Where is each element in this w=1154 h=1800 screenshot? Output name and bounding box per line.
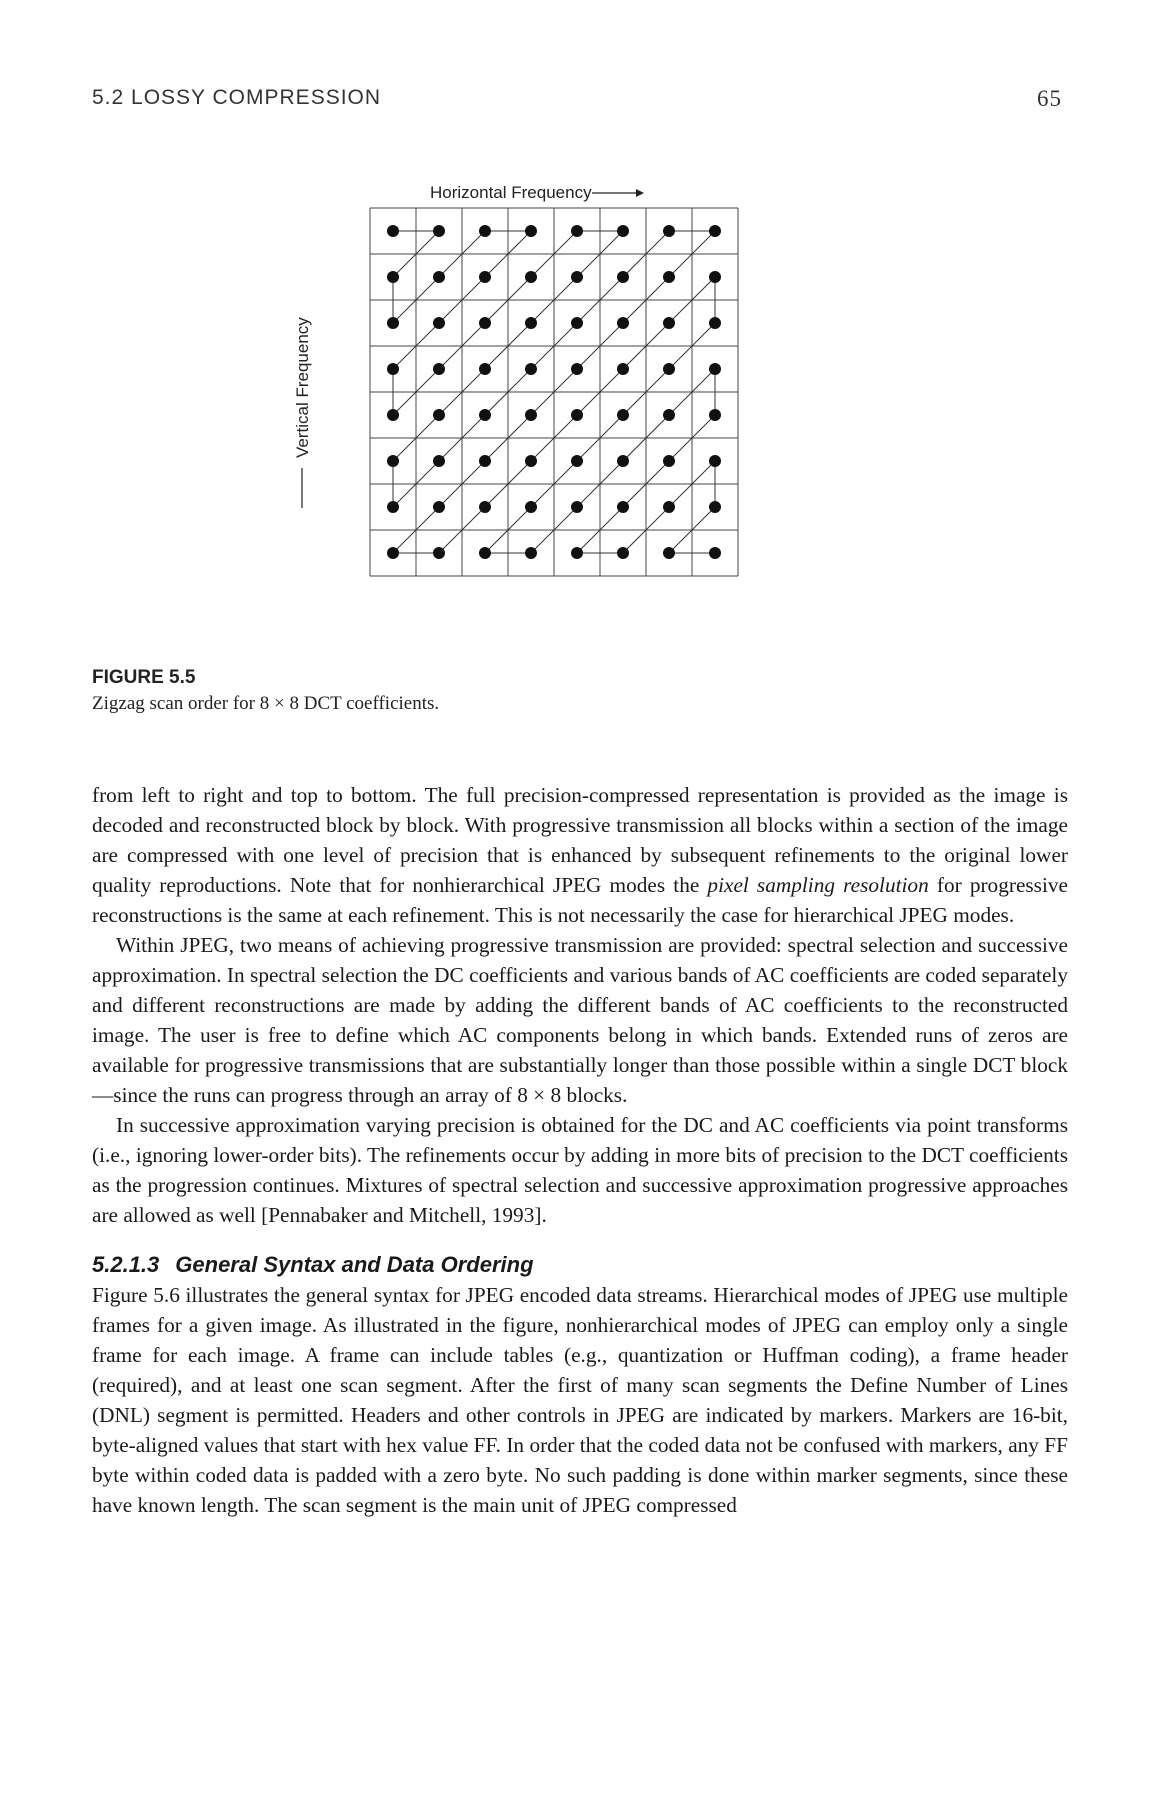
- coefficient-dot: [433, 363, 445, 375]
- coefficient-dot: [709, 317, 721, 329]
- coefficient-dot: [479, 225, 491, 237]
- coefficient-dot: [709, 363, 721, 375]
- zigzag-figure: [293, 178, 810, 648]
- coefficient-dot: [709, 501, 721, 513]
- subsection-number: 5.2.1.3: [92, 1252, 160, 1277]
- horizontal-frequency-label: Horizontal Frequency: [430, 183, 592, 202]
- coefficient-dot: [525, 409, 537, 421]
- coefficient-dot: [617, 501, 629, 513]
- paragraph-4: Figure 5.6 illustrates the general syntax for JPEG encoded data streams. Hierarchical modes of JPEG use multiple frames for a given image. As illustrated in the figure, nonhierarchical modes of JPEG can employ only a single frame for each image. A frame can include tables (e.g., quantization or Huffman coding), a frame header (required), and at least one scan segment. After the first of many scan segments the Define Number of Lines (DNL) segment is permitted. Headers and other controls in JPEG are indicated by markers. Markers are 16-bit, byte-aligned values that start with hex value FF. In order that the coded data not be confused with markers, any FF byte within coded data is padded with a zero byte. No such padding is done within marker segments, since these have known length. The scan segment is the main unit of JPEG compressed: [92, 1283, 1068, 1517]
- vertical-frequency-label: Vertical Frequency: [293, 317, 312, 458]
- coefficient-dot: [571, 317, 583, 329]
- coefficient-dot: [433, 547, 445, 559]
- coefficient-dot: [571, 409, 583, 421]
- coefficient-dot: [571, 501, 583, 513]
- coefficient-dot: [525, 225, 537, 237]
- coefficient-dot: [525, 317, 537, 329]
- paragraph-1: from left to right and top to bottom. The full precision-compressed representation is provided as the image is decoded and reconstructed block by block. With progressive transmission all blocks within a section of the image are compressed with one level of precision that is enhanced by subsequent refinements to the original lower quality reproductions. Note that for nonhierarchical JPEG modes the pixel sampling resolution for progressive reconstructions is the same at each refinement. This is not necessarily the case for hierarchical JPEG modes.: [92, 783, 1068, 927]
- coefficient-dot: [525, 271, 537, 283]
- coefficient-dot: [617, 363, 629, 375]
- coefficient-dot: [433, 317, 445, 329]
- coefficient-dot: [387, 363, 399, 375]
- running-head: [92, 86, 1062, 116]
- figure-caption: [92, 665, 1072, 717]
- body-text: [92, 780, 1068, 1520]
- coefficient-dot: [617, 271, 629, 283]
- coefficient-dot: [663, 271, 675, 283]
- coefficient-dot: [617, 455, 629, 467]
- coefficient-dot: [479, 317, 491, 329]
- subsection-title: General Syntax and Data Ordering: [175, 1252, 534, 1277]
- coefficient-dot: [387, 409, 399, 421]
- coefficient-dot: [525, 501, 537, 513]
- coefficient-dot: [663, 317, 675, 329]
- coefficient-dot: [387, 455, 399, 467]
- coefficient-dot: [663, 225, 675, 237]
- coefficient-dot: [617, 225, 629, 237]
- coefficient-dot: [433, 409, 445, 421]
- section-heading: 5.2 LOSSY COMPRESSION: [92, 86, 382, 109]
- coefficient-dot: [571, 225, 583, 237]
- coefficient-dot: [433, 455, 445, 467]
- coefficient-dot: [617, 409, 629, 421]
- coefficient-dot: [387, 225, 399, 237]
- italic-term: pixel sampling resolution: [707, 873, 929, 897]
- coefficient-dot: [479, 363, 491, 375]
- coefficient-dot: [663, 363, 675, 375]
- paragraph-3: In successive approximation varying precision is obtained for the DC and AC coefficients via point transforms (i.e., ignoring lower-order bits). The refinements occur by adding in more bits of precision to the DCT coefficients as the progression continues. Mixtures of spectral selection and successive approximation progressive approaches are allowed as well [Pennabaker and Mitchell, 1993].: [92, 1113, 1068, 1227]
- coefficient-dot: [617, 317, 629, 329]
- coefficient-dot: [709, 409, 721, 421]
- figure-label: FIGURE 5.5: [92, 667, 196, 688]
- coefficient-dot: [525, 547, 537, 559]
- coefficient-dot: [479, 501, 491, 513]
- coefficient-dot: [571, 455, 583, 467]
- coefficient-dot: [479, 409, 491, 421]
- coefficient-dot: [709, 455, 721, 467]
- paragraph-2: Within JPEG, two means of achieving progressive transmission are provided: spectral selection and successive approximation. In spectral selection the DC coefficients and various bands of AC coefficients are coded separately and different reconstructions are made by adding the different bands of AC coefficients to the reconstructed image. The user is free to define which AC components belong in which bands. Extended runs of zeros are available for progressive transmissions that are substantially longer than those possible within a single DCT block—since the runs can progress through an array of 8 × 8 blocks.: [92, 933, 1068, 1107]
- coefficient-dot: [479, 271, 491, 283]
- coefficient-dot: [709, 547, 721, 559]
- coefficient-dot: [617, 547, 629, 559]
- coefficient-dot: [571, 547, 583, 559]
- coefficient-dot: [571, 271, 583, 283]
- coefficient-dot: [525, 363, 537, 375]
- coefficient-dot: [663, 547, 675, 559]
- coefficient-dot: [571, 363, 583, 375]
- coefficient-dot: [709, 271, 721, 283]
- coefficient-dot: [433, 501, 445, 513]
- coefficient-dot: [387, 501, 399, 513]
- figure-caption-text: Zigzag scan order for 8 × 8 DCT coefficients.: [92, 693, 440, 714]
- coefficient-dot: [433, 271, 445, 283]
- coefficient-dot: [479, 547, 491, 559]
- coefficient-dot: [709, 225, 721, 237]
- coefficient-dot: [387, 271, 399, 283]
- page-number: 65: [1037, 86, 1062, 111]
- coefficient-dot: [433, 225, 445, 237]
- coefficient-dot: [663, 455, 675, 467]
- coefficient-dot: [387, 317, 399, 329]
- coefficient-dot: [387, 547, 399, 559]
- coefficient-dot: [479, 455, 491, 467]
- coefficient-dot: [525, 455, 537, 467]
- coefficient-dot: [663, 409, 675, 421]
- subsection-heading: [92, 1250, 1068, 1280]
- coefficient-dot: [663, 501, 675, 513]
